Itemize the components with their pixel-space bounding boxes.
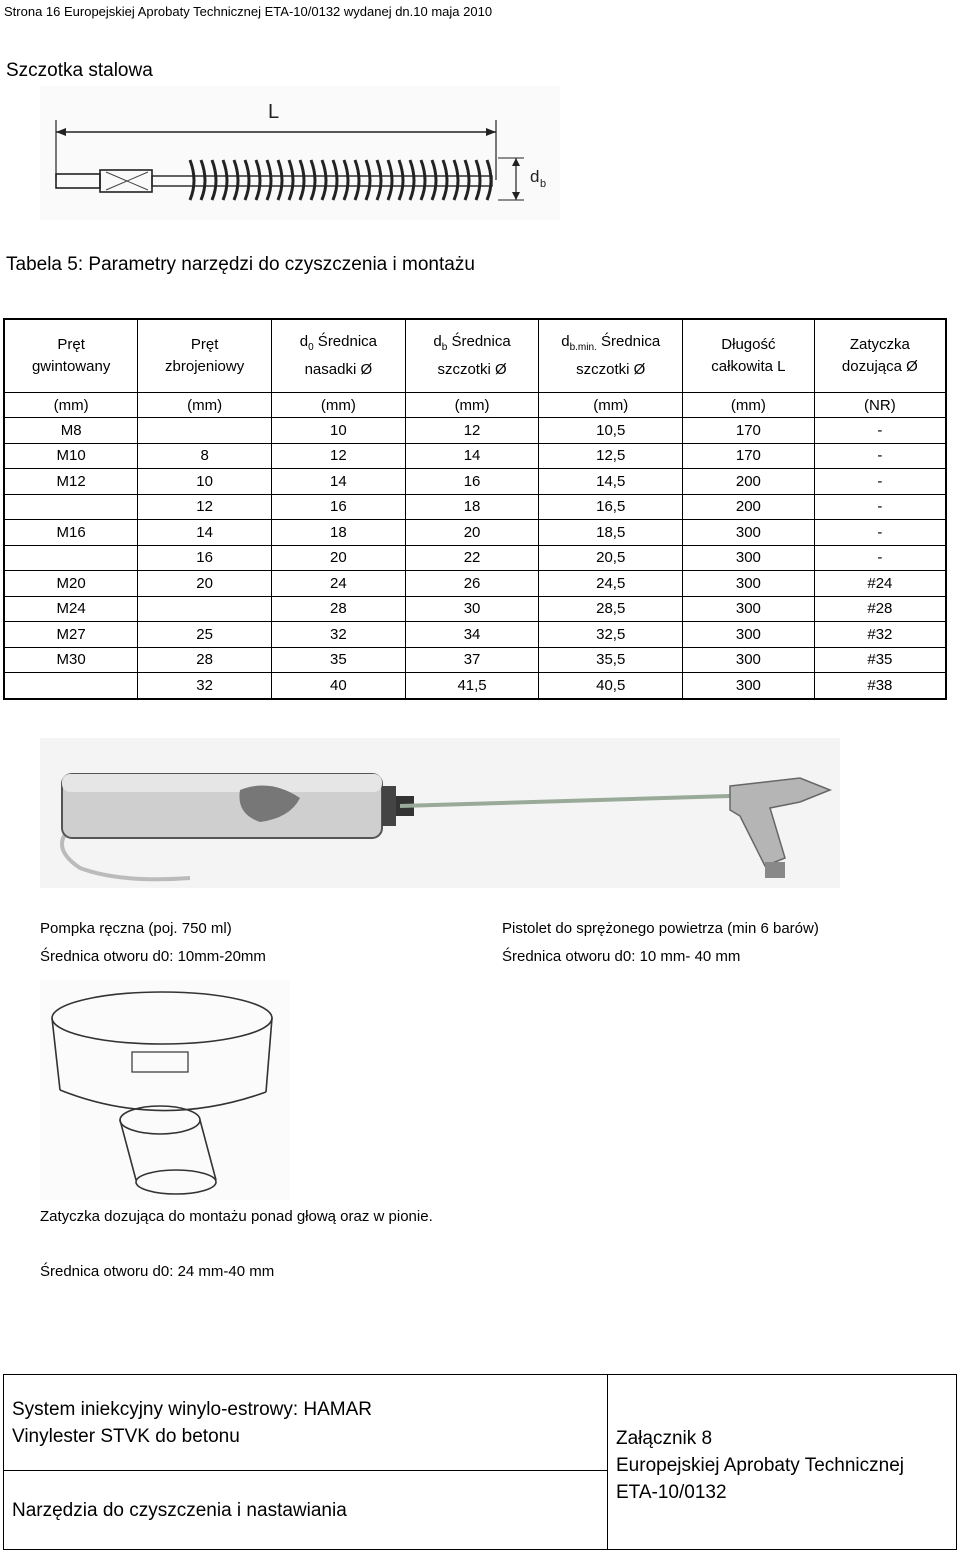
table-cell: 18 — [405, 494, 539, 520]
running-head: Strona 16 Europejskiej Aprobaty Technicznej ETA-10/0132 wydanej dn.10 maja 2010 — [4, 4, 493, 19]
table-cell: 10 — [272, 418, 406, 444]
pump-diameter: Średnica otworu d0: 10mm-20mm — [40, 948, 266, 965]
table-cell: 37 — [405, 647, 539, 673]
bristle-coil — [278, 160, 282, 200]
table-cell: M20 — [4, 571, 138, 597]
tools-photo — [40, 738, 840, 888]
table-cell — [138, 418, 272, 444]
table-cell: 12 — [272, 443, 406, 469]
table-cell: 28,5 — [539, 596, 683, 622]
table-cell: M12 — [4, 469, 138, 495]
bristle-coil — [245, 160, 249, 200]
table-cell: 200 — [683, 469, 815, 495]
footer-section-cell — [4, 1471, 608, 1549]
bristle-coil — [377, 160, 381, 200]
table-cell: 300 — [683, 571, 815, 597]
bristle-coil — [410, 160, 414, 200]
header-min-brush-diameter: $d_{b.min.}$ Średnica szczotki Ø — [539, 319, 683, 393]
bristle-coil — [465, 160, 469, 200]
table-cell: 300 — [683, 545, 815, 571]
table-cell: 24,5 — [539, 571, 683, 597]
bristle-coil — [421, 160, 425, 200]
unit-cell: (mm) — [272, 393, 406, 418]
table-cell: M8 — [4, 418, 138, 444]
header-rebar: Pręt zbrojeniowy — [138, 319, 272, 393]
header-total-length: Długość całkowita L — [683, 319, 815, 393]
table-cell: M10 — [4, 443, 138, 469]
pump-title: Pompka ręczna (poj. 750 ml) — [40, 920, 232, 937]
header-nozzle-diameter: $d_0$ Średnica nasadki Ø — [272, 319, 406, 393]
table-row — [4, 494, 946, 520]
table-cell: 28 — [272, 596, 406, 622]
table-cell: - — [814, 469, 946, 495]
table-cell: - — [814, 443, 946, 469]
bristle-coil — [223, 160, 227, 200]
table-cell: 26 — [405, 571, 539, 597]
table-cell: - — [814, 494, 946, 520]
table-cell: M27 — [4, 622, 138, 648]
bristle-coil — [234, 160, 238, 200]
table-cell: #24 — [814, 571, 946, 597]
bristle-coil — [322, 160, 326, 200]
diameter-label-sub: b — [540, 178, 547, 190]
bristle-coil — [443, 160, 447, 200]
table-cell — [4, 673, 138, 699]
table-cell: 32 — [272, 622, 406, 648]
bristle-coil — [366, 160, 370, 200]
table-cell: M16 — [4, 520, 138, 546]
footer-box — [3, 1374, 957, 1550]
unit-cell: (NR) — [814, 393, 946, 418]
table-cell: 14 — [405, 443, 539, 469]
table-row — [4, 469, 946, 495]
table-cell: 18,5 — [539, 520, 683, 546]
table-cell — [4, 545, 138, 571]
table-cell: M30 — [4, 647, 138, 673]
table-cell: 10 — [138, 469, 272, 495]
unit-cell: (mm) — [138, 393, 272, 418]
table-cell: 35 — [272, 647, 406, 673]
bristle-coil — [201, 160, 205, 200]
table-cell: 32,5 — [539, 622, 683, 648]
table-cell: 170 — [683, 443, 815, 469]
bristle-coil — [267, 160, 271, 200]
table-row — [4, 647, 946, 673]
system-line-1: System iniekcyjny winylo-estrowy: HAMAR — [12, 1399, 373, 1420]
annex-line-2: Europejskiej Aprobaty Technicznej — [616, 1455, 904, 1476]
table-row — [4, 571, 946, 597]
table-cell: - — [814, 545, 946, 571]
bristle-coil — [311, 160, 315, 200]
section-title: Szczotka stalowa — [6, 60, 153, 81]
length-label: L — [268, 101, 280, 123]
table-cell: 30 — [405, 596, 539, 622]
bristle-coil — [289, 160, 293, 200]
plug-diameter: Średnica otworu d0: 24 mm-40 mm — [40, 1263, 275, 1280]
bristle-coil — [333, 160, 337, 200]
table-cell: M24 — [4, 596, 138, 622]
table-cell: 20 — [272, 545, 406, 571]
table-row — [4, 545, 946, 571]
footer-system-cell — [4, 1375, 608, 1471]
bristle-coil — [454, 160, 458, 200]
unit-cell: (mm) — [4, 393, 138, 418]
table-cell: 40 — [272, 673, 406, 699]
table-cell: - — [814, 520, 946, 546]
table-cell: 12 — [138, 494, 272, 520]
table-cell: 25 — [138, 622, 272, 648]
table-cell — [138, 596, 272, 622]
header-plug: Zatyczka dozująca Ø — [814, 319, 946, 393]
table-cell — [4, 494, 138, 520]
table-cell: 22 — [405, 545, 539, 571]
table-cell: 8 — [138, 443, 272, 469]
table-cell: 18 — [272, 520, 406, 546]
table-title: Tabela 5: Parametry narzędzi do czyszczenia i montażu — [6, 254, 475, 275]
table-cell: #28 — [814, 596, 946, 622]
footer-section-name: Narzędzia do czyszczenia i nastawiania — [12, 1500, 347, 1521]
annex-line-1: Załącznik 8 — [616, 1428, 713, 1449]
table-row — [4, 673, 946, 699]
unit-cell: (mm) — [683, 393, 815, 418]
table-cell: 35,5 — [539, 647, 683, 673]
table-cell: 16,5 — [539, 494, 683, 520]
table-cell: 24 — [272, 571, 406, 597]
table-cell: 41,5 — [405, 673, 539, 699]
table-cell: #32 — [814, 622, 946, 648]
unit-cell: (mm) — [405, 393, 539, 418]
bristle-coil — [256, 160, 260, 200]
gun-diameter: Średnica otworu d0: 10 mm- 40 mm — [502, 948, 741, 965]
table-cell: 300 — [683, 622, 815, 648]
table-row — [4, 596, 946, 622]
bristle-coil — [476, 160, 480, 200]
table-cell: 300 — [683, 673, 815, 699]
table-row — [4, 622, 946, 648]
table-cell: 12 — [405, 418, 539, 444]
system-line-2: Vinylester STVK do betonu — [12, 1426, 240, 1447]
table-cell: 20 — [138, 571, 272, 597]
table-cell: 14,5 — [539, 469, 683, 495]
header-threaded-rod: Pręt gwintowany — [4, 319, 138, 393]
table-row — [4, 418, 946, 444]
table-cell: 16 — [405, 469, 539, 495]
table-cell: 28 — [138, 647, 272, 673]
table-header-row — [4, 319, 946, 393]
plug-drawing — [40, 980, 290, 1200]
header-brush-diameter: $d_b$ Średnica szczotki Ø — [405, 319, 539, 393]
table-cell: 12,5 — [539, 443, 683, 469]
bristle-coil — [355, 160, 359, 200]
table-cell: 16 — [138, 545, 272, 571]
bristle-coil — [300, 160, 304, 200]
table-cell: 34 — [405, 622, 539, 648]
table-cell: - — [814, 418, 946, 444]
bristle-coil — [190, 160, 194, 200]
gun-title: Pistolet do sprężonego powietrza (min 6 barów) — [502, 920, 819, 937]
parameters-table — [3, 318, 947, 700]
bristle-coil — [388, 160, 392, 200]
bristle-coil — [344, 160, 348, 200]
table-row — [4, 443, 946, 469]
table-cell: 200 — [683, 494, 815, 520]
table-cell: #38 — [814, 673, 946, 699]
table-cell: 14 — [138, 520, 272, 546]
table-cell: 32 — [138, 673, 272, 699]
table-cell: 20,5 — [539, 545, 683, 571]
table-row — [4, 520, 946, 546]
table-cell: 170 — [683, 418, 815, 444]
table-cell: #35 — [814, 647, 946, 673]
table-units-row — [4, 393, 946, 418]
bristle-coil — [432, 160, 436, 200]
table-cell: 300 — [683, 520, 815, 546]
table-cell: 16 — [272, 494, 406, 520]
table-cell: 300 — [683, 596, 815, 622]
diameter-label: d — [530, 167, 540, 186]
table-cell: 10,5 — [539, 418, 683, 444]
bristle-coil — [487, 160, 491, 200]
annex-line-3: ETA-10/0132 — [616, 1482, 727, 1503]
brush-drawing — [40, 86, 560, 220]
bristle-coil — [212, 160, 216, 200]
bristle-coil — [399, 160, 403, 200]
plug-caption: Zatyczka dozująca do montażu ponad głową oraz w pionie. — [40, 1208, 433, 1225]
unit-cell: (mm) — [539, 393, 683, 418]
table-cell: 40,5 — [539, 673, 683, 699]
table-cell: 14 — [272, 469, 406, 495]
table-cell: 20 — [405, 520, 539, 546]
table-cell: 300 — [683, 647, 815, 673]
